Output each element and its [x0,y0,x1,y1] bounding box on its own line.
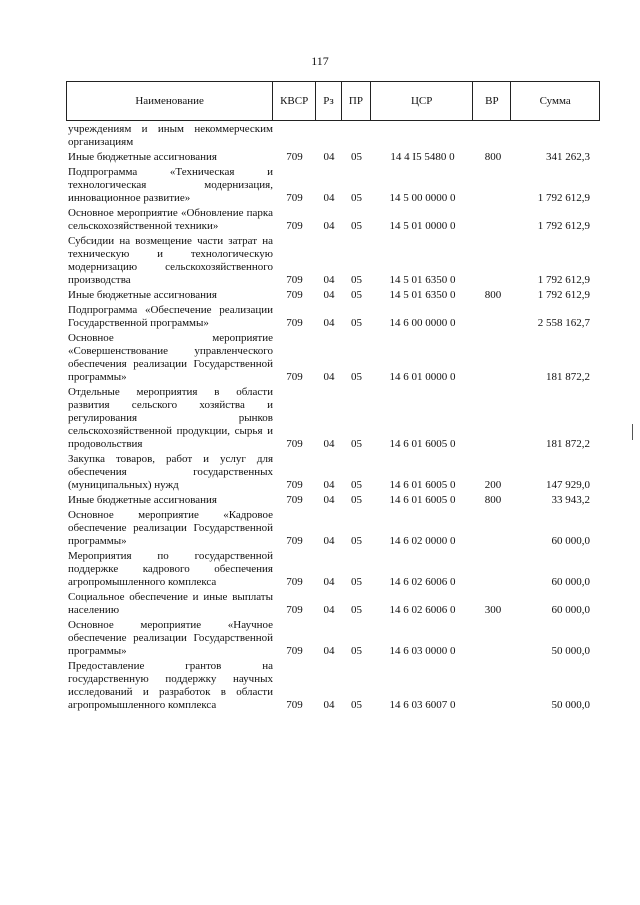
cell-pr: 05 [351,371,362,383]
table-row [66,166,600,205]
table-header [66,81,600,121]
cell-pr: 05 [351,274,362,286]
table-row [66,151,600,164]
cell-kvsr: 709 [286,220,303,232]
cell-rz: 04 [323,699,335,711]
table-row [66,591,600,617]
cell-rz: 04 [323,645,335,657]
cell-vr: 200 [484,479,502,491]
cell-vr: 800 [484,289,502,301]
cell-csr: 14 6 02 6006 0 [389,604,456,616]
table-row [66,123,600,149]
table-row [66,619,600,658]
cell-sum: 1 792 612,9 [537,220,590,232]
cell-csr: 14 6 02 6006 0 [389,576,456,588]
cell-sum: 341 262,3 [546,151,590,163]
cell-csr: 14 6 03 6007 0 [389,699,456,711]
page-number: 117 [311,54,329,68]
table-row [66,332,600,384]
table-row [66,494,600,507]
header-csr: ЦСР [371,82,474,120]
cell-csr: 14 6 01 6005 0 [389,438,456,450]
cell-csr: 14 5 01 0000 0 [389,220,456,232]
cell-name: Иные бюджетные ассигнования [68,289,217,301]
table-row [66,207,600,233]
cell-kvsr: 709 [286,192,303,204]
scan-margin-mark [632,424,633,440]
cell-csr: 14 5 01 6350 0 [389,289,456,301]
cell-kvsr: 709 [286,317,303,329]
table-row [66,509,600,548]
cell-sum: 1 792 612,9 [537,289,590,301]
cell-name: Подпрограмма «Техническая и технологическая модернизация, инновационное развитие» [68,166,273,204]
cell-name: Основное мероприятие «Совершенствование управленческого обеспечения реализации Государственной программы» [68,332,273,383]
cell-rz: 04 [323,317,335,329]
cell-kvsr: 709 [286,604,303,616]
cell-name: Социальное обеспечение и иные выплаты населению [68,591,273,616]
cell-name: учреждениям и иным некоммерческим организациям [68,123,273,148]
cell-name: Подпрограмма «Обеспечение реализации Государственной программы» [68,304,273,329]
table-row [66,660,600,712]
cell-csr: 14 6 01 6005 0 [389,494,456,506]
cell-sum: 181 872,2 [546,371,590,383]
cell-sum: 50 000,0 [551,645,590,657]
cell-sum: 1 792 612,9 [537,192,590,204]
cell-name: Основное мероприятие «Обновление парка сельскохозяйственной техники» [68,207,273,232]
cell-kvsr: 709 [286,699,303,711]
cell-csr: 14 6 03 0000 0 [389,645,456,657]
cell-pr: 05 [351,220,362,232]
header-rz: Рз [316,82,342,120]
cell-csr: 14 5 01 6350 0 [389,274,456,286]
header-pr: ПР [342,82,371,120]
cell-vr: 800 [484,151,502,163]
cell-rz: 04 [323,438,335,450]
table-row [66,386,600,451]
header-kvsr: КВСР [273,82,316,120]
table-row [66,304,600,330]
cell-sum: 147 929,0 [546,479,590,491]
cell-kvsr: 709 [286,479,303,491]
cell-kvsr: 709 [286,438,303,450]
cell-pr: 05 [351,645,362,657]
cell-kvsr: 709 [286,151,303,163]
cell-name: Основное мероприятие «Научное обеспечение реализации Государственной программы» [68,619,273,657]
cell-pr: 05 [351,604,362,616]
cell-pr: 05 [351,576,362,588]
cell-sum: 50 000,0 [551,699,590,711]
table-row [66,550,600,589]
header-sum: Сумма [539,95,571,107]
cell-rz: 04 [323,289,335,301]
cell-rz: 04 [323,220,335,232]
cell-name: Предоставление грантов на государственную поддержку научных исследований и разработок в области агропромышленного комплекса [68,660,273,711]
cell-sum: 33 943,2 [551,494,590,506]
cell-kvsr: 709 [286,645,303,657]
cell-rz: 04 [323,479,335,491]
cell-sum: 60 000,0 [551,604,590,616]
cell-csr: 14 6 00 0000 0 [389,317,456,329]
cell-rz: 04 [323,494,335,506]
cell-kvsr: 709 [286,289,303,301]
cell-pr: 05 [351,289,362,301]
cell-sum: 2 558 162,7 [537,317,590,329]
cell-kvsr: 709 [286,274,303,286]
cell-pr: 05 [351,151,362,163]
cell-vr: 300 [484,604,502,616]
cell-name: Закупка товаров, работ и услуг для обеспечения государственных (муниципальных) нужд [68,453,273,491]
cell-kvsr: 709 [286,576,303,588]
cell-sum: 60 000,0 [551,576,590,588]
cell-kvsr: 709 [286,535,303,547]
cell-csr: 14 6 01 0000 0 [389,371,456,383]
cell-pr: 05 [351,699,362,711]
cell-name: Субсидии на возмещение части затрат на техническую и технологическую модернизацию сельскохозяйственного производства [68,235,273,286]
cell-rz: 04 [323,604,335,616]
cell-csr: 14 6 01 6005 0 [389,479,456,491]
cell-sum: 60 000,0 [551,535,590,547]
cell-csr: 14 4 I5 5480 0 [390,151,455,163]
table-row [66,289,600,302]
cell-rz: 04 [323,151,335,163]
cell-csr: 14 6 02 0000 0 [389,535,456,547]
cell-kvsr: 709 [286,371,303,383]
cell-sum: 1 792 612,9 [537,274,590,286]
cell-pr: 05 [351,479,362,491]
cell-pr: 05 [351,438,362,450]
cell-rz: 04 [323,192,335,204]
cell-rz: 04 [323,274,335,286]
cell-sum: 181 872,2 [546,438,590,450]
cell-name: Иные бюджетные ассигнования [68,494,217,506]
cell-rz: 04 [323,371,335,383]
cell-pr: 05 [351,317,362,329]
cell-pr: 05 [351,494,362,506]
table-row [66,235,600,287]
cell-rz: 04 [323,576,335,588]
cell-vr: 800 [484,494,502,506]
cell-name: Отдельные мероприятия в области развития сельского хозяйства и регулирования рынков сельскохозяйственной продукции, сырья и продовольствия [68,386,273,450]
cell-csr: 14 5 00 0000 0 [389,192,456,204]
cell-name: Основное мероприятие «Кадровое обеспечение реализации Государственной программы» [68,509,273,547]
header-vr: ВР [473,82,511,120]
header-name: Наименование [67,82,273,120]
cell-name: Иные бюджетные ассигнования [68,151,217,163]
cell-name: Мероприятия по государственной поддержке кадрового обеспечения агропромышленного комплекса [68,550,273,588]
cell-kvsr: 709 [286,494,303,506]
table-body [66,123,600,714]
cell-pr: 05 [351,192,362,204]
cell-pr: 05 [351,535,362,547]
cell-rz: 04 [323,535,335,547]
table-row [66,453,600,492]
